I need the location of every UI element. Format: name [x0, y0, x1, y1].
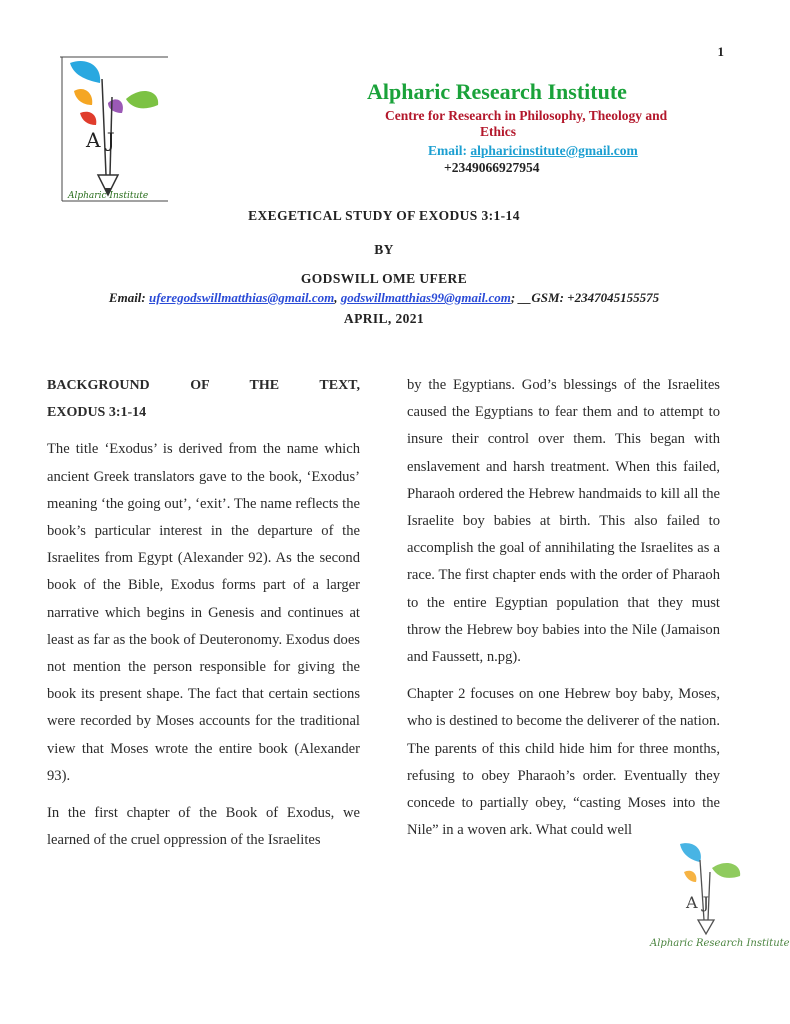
heading-line-1: BACKGROUND OF THE TEXT, — [47, 378, 360, 393]
institute-email — [428, 143, 638, 159]
left-column — [47, 372, 360, 864]
logo-caption: Alpharic Institute — [68, 191, 149, 201]
page-number: 1 — [717, 44, 724, 59]
email-separator: , — [334, 290, 338, 305]
section-heading — [47, 372, 360, 426]
paragraph: The title ‘Exodus’ is derived from the name which ancient Greek translators gave to the book, ‘Exodus’ meaning ‘the going out’, ‘exit’. The name reflects the book’s particular interest in the departure of the Israelites from Egypt (Alexander 92). As the second book of the Bible, Exodus forms part of a larger narrative which begins in Genesis and continues at least as far as the book of Deuteronomy. Exodus does not mention the person responsible for giving the book its present shape. The fact that certain sections were recorded by Moses accounts for the traditional view that Moses wrote the entire book (Alexander 93). — [47, 441, 360, 784]
heading-line-2: EXODUS 3:1-14 — [47, 405, 147, 421]
by-line: BY — [374, 242, 394, 257]
watermark-caption: Alpharic Research Institute — [650, 938, 790, 949]
institute-email-link[interactable]: alpharicinstitute@gmail.com — [470, 143, 638, 158]
right-column — [407, 372, 720, 854]
institute-centre — [385, 108, 715, 140]
centre-line-1: Centre for Research in Philosophy, Theology and — [385, 108, 668, 123]
paragraph: by the Egyptians. God’s blessings of the Israelites caused the Egyptians to fear them and to attempt to insure their control over them. This began with enslavement and harsh treatment. When this failed, Pharaoh ordered the Hebrew handmaids to kill all the Israelite boy babies at birth. This also failed to accomplish the goal of annihilating the Israelites as a race. The first chapter ends with the order of Pharaoh to the entire Egyptian population that they must throw the Hebrew boy babies into the Nile (Jamaison and Faussett, n.pg). — [407, 377, 720, 666]
author-email-label: Email: — [108, 290, 146, 305]
institute-name: Alpharic Research Institute — [367, 79, 627, 104]
author-name: GODSWILL OME UFERE — [300, 271, 468, 286]
logo-letter-a: A J — [86, 128, 115, 152]
paragraph: Chapter 2 focuses on one Hebrew boy baby, Moses, who is destined to become the deliverer of the nation. The parents of this child hide him for three months, refusing to obey Pharaoh’s order. Eventually they concede to partially obey, “casting Moses into the Nile” in a woven ark. What could well — [407, 686, 720, 839]
document-title: EXEGETICAL STUDY OF EXODUS 3:1-14 — [248, 208, 520, 223]
watermark-logo — [650, 838, 790, 958]
watermark-graphic — [650, 838, 760, 938]
logo-graphic — [60, 55, 168, 203]
institute-logo — [60, 55, 168, 203]
document-date: APRIL, 2021 — [343, 311, 425, 326]
author-gsm: ; __GSM: +2347045155575 — [510, 290, 660, 305]
institute-phone: +2349066927954 — [444, 160, 540, 175]
author-contact — [0, 290, 768, 306]
email-label: Email: — [428, 143, 467, 158]
watermark-letters: A J — [686, 893, 710, 912]
author-email-link-2[interactable]: godswillmatthias99@gmail.com — [340, 290, 511, 305]
paragraph: In the first chapter of the Book of Exodus, we learned of the cruel oppression of the Israelites — [47, 805, 360, 849]
centre-line-2: Ethics — [480, 124, 517, 139]
author-email-link-1[interactable]: uferegodswillmatthias@gmail.com — [149, 290, 335, 305]
